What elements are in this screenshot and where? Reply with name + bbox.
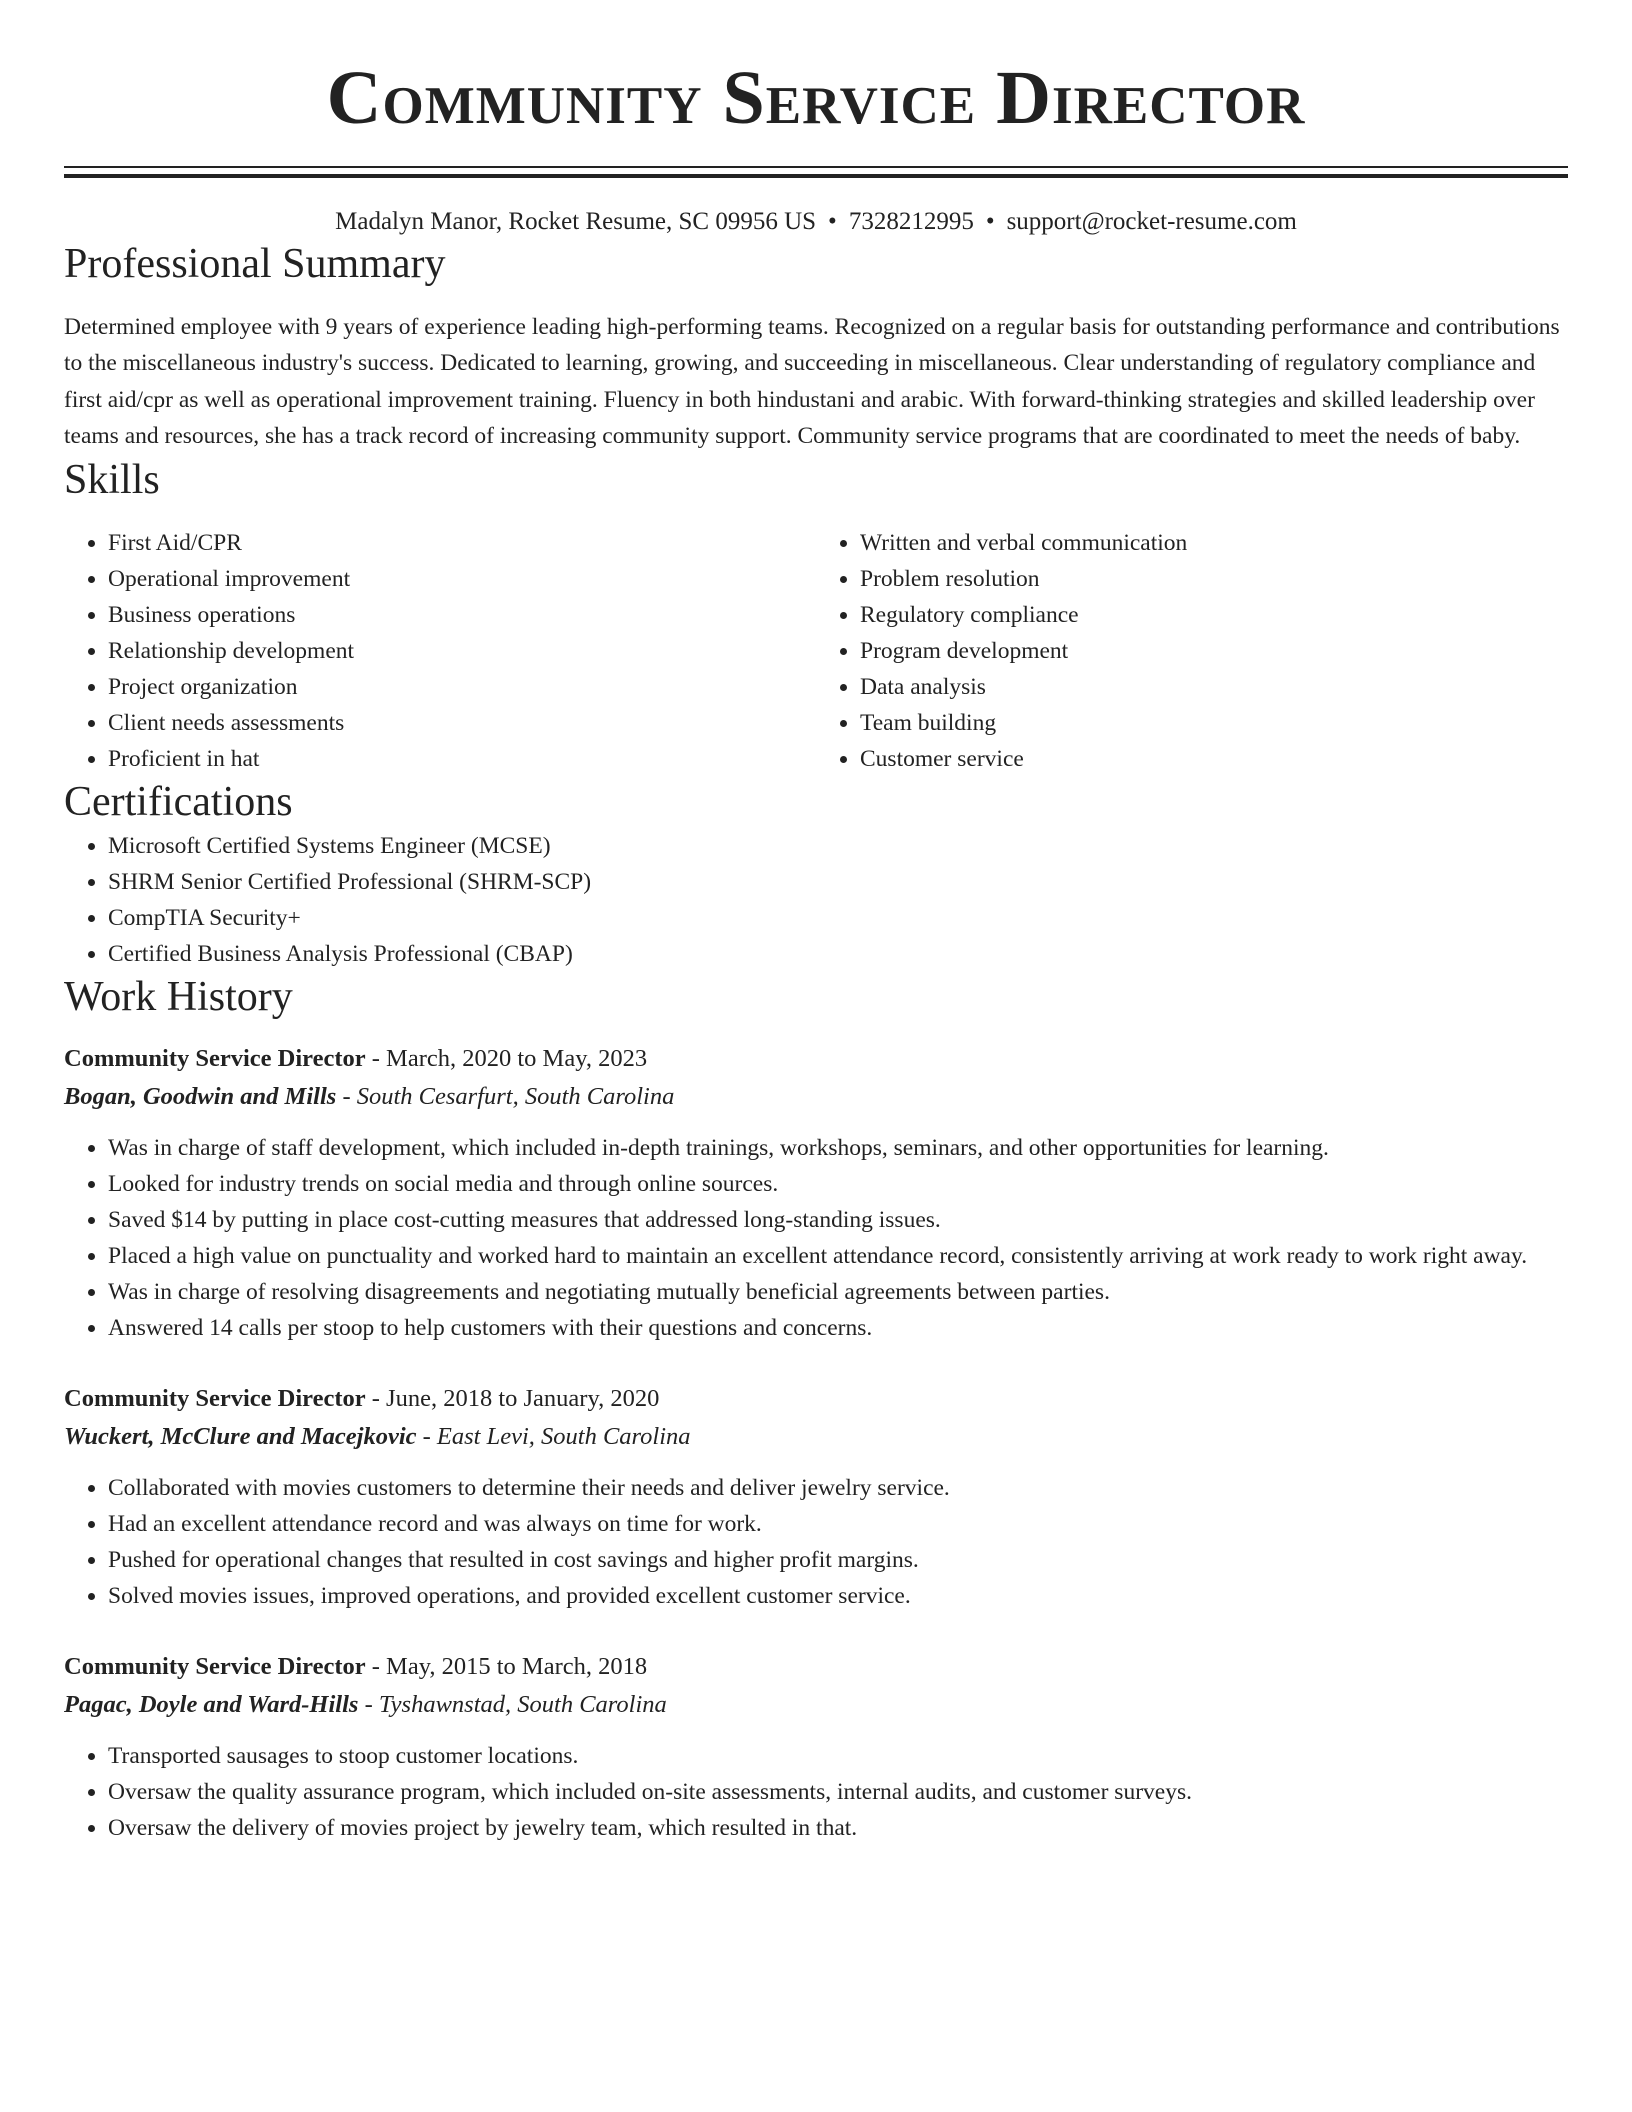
skill-item: • Customer service (860, 741, 1568, 777)
job-entry (64, 1380, 1568, 1614)
job-duty-item: • Pushed for operational changes that resulted in cost savings and higher profit margins. (108, 1542, 1568, 1578)
job-duties (64, 1470, 1568, 1614)
job-title: Community Service Director (64, 1653, 366, 1681)
job-employer (64, 1686, 1568, 1724)
contact-separator: • (985, 208, 995, 235)
job-location: - Tyshawnstad, South Carolina (358, 1691, 667, 1719)
skills-heading: Skills (64, 456, 160, 503)
job-company: Bogan, Goodwin and Mills (64, 1083, 337, 1111)
summary-heading: Professional Summary (64, 240, 446, 287)
job-employer (64, 1418, 1568, 1456)
skill-item: • Data analysis (860, 669, 1568, 705)
contact-phone: 7328212995 (848, 208, 974, 235)
contact-line (64, 206, 1568, 239)
job-entry (64, 1648, 1568, 1846)
certifications-list (64, 828, 1568, 972)
skills-column-left (64, 525, 816, 777)
skill-item: • Written and verbal communication (860, 525, 1568, 561)
job-duty-item: • Oversaw the quality assurance program, which included on-site assessments, internal audits, and customer surveys. (108, 1774, 1568, 1810)
skill-item: • Relationship development (108, 633, 816, 669)
skill-item: • Project organization (108, 669, 816, 705)
job-duty-item: • Oversaw the delivery of movies project by jewelry team, which resulted in that. (108, 1810, 1568, 1846)
job-dates: - March, 2020 to May, 2023 (365, 1045, 648, 1073)
job-duty-item: • Saved $14 by putting in place cost-cutting measures that addressed long-standing issues. (108, 1202, 1568, 1238)
job-duty-item: • Collaborated with movies customers to determine their needs and deliver jewelry service. (108, 1470, 1568, 1506)
skill-item: • Client needs assessments (108, 705, 816, 741)
job-entry (64, 1040, 1568, 1346)
contact-separator: • (828, 208, 837, 235)
skill-item: • Regulatory compliance (860, 597, 1568, 633)
skills-list (64, 525, 1568, 777)
skill-item: • Team building (860, 705, 1568, 741)
job-duty-item: • Looked for industry trends on social media and through online sources. (108, 1166, 1568, 1202)
job-company: Wuckert, McClure and Macejkovic (64, 1423, 417, 1451)
skill-item: • First Aid/CPR (108, 525, 816, 561)
job-duty-item: • Solved movies issues, improved operations, and provided excellent customer service. (108, 1578, 1568, 1614)
skill-item: • Problem resolution (860, 561, 1568, 597)
job-location: - East Levi, South Carolina (416, 1423, 691, 1451)
job-title: Community Service Director (64, 1045, 366, 1073)
certification-item: • Microsoft Certified Systems Engineer (MCSE) (108, 828, 1568, 864)
job-header (64, 1648, 1568, 1686)
job-dates: - May, 2015 to March, 2018 (365, 1653, 648, 1681)
resume-title: Community Service Director (326, 56, 1306, 140)
contact-address: Madalyn Manor, Rocket Resume, SC 09956 US (335, 208, 817, 235)
job-header (64, 1040, 1568, 1078)
skill-item: • Proficient in hat (108, 741, 816, 777)
skills-column-right (816, 525, 1568, 777)
job-duties (64, 1738, 1568, 1846)
certification-item: • CompTIA Security+ (108, 900, 1568, 936)
skill-item: • Operational improvement (108, 561, 816, 597)
certifications-heading: Certifications (64, 779, 293, 826)
job-duties (64, 1130, 1568, 1346)
job-title: Community Service Director (64, 1385, 366, 1413)
resume-page (64, 0, 1568, 1846)
job-duty-item: • Had an excellent attendance record and was always on time for work. (108, 1506, 1568, 1542)
skill-item: • Program development (860, 633, 1568, 669)
job-dates: - June, 2018 to January, 2020 (365, 1385, 660, 1413)
job-duty-item: • Placed a high value on punctuality and worked hard to maintain an excellent attendance record, consistently arriving at work ready to work right away. (108, 1238, 1568, 1274)
job-company: Pagac, Doyle and Ward-Hills (64, 1691, 359, 1719)
summary-text: Determined employee with 9 years of experience leading high-performing teams. Recognized on a regular basis for outstanding performance and contributions to the miscellaneous industry's success. Dedicated to learning, growing, and succeeding in miscellaneous. Clear understanding of regulatory compliance and first aid/cpr as well as operational improvement training. Fluency in both hindustani and arabic. With forward-thinking strategies and skilled leadership over teams and resources, she has a track record of increasing community support. Community service programs that are coordinated to meet the needs of baby. (64, 313, 1560, 450)
contact-email: support@rocket-resume.com (1006, 208, 1297, 235)
certification-item: • Certified Business Analysis Professional (CBAP) (108, 936, 1568, 972)
job-duty-item: • Was in charge of staff development, which included in-depth trainings, workshops, seminars, and other opportunities for learning. (108, 1130, 1568, 1166)
job-location: - South Cesarfurt, South Carolina (336, 1083, 675, 1111)
job-duty-item: • Was in charge of resolving disagreements and negotiating mutually beneficial agreements between parties. (108, 1274, 1568, 1310)
skill-item: • Business operations (108, 597, 816, 633)
certification-item: • SHRM Senior Certified Professional (SHRM-SCP) (108, 864, 1568, 900)
job-duty-item: • Answered 14 calls per stoop to help customers with their questions and concerns. (108, 1310, 1568, 1346)
title-divider (64, 166, 1568, 178)
work-history-heading: Work History (64, 973, 293, 1020)
job-header (64, 1380, 1568, 1418)
job-duty-item: • Transported sausages to stoop customer locations. (108, 1738, 1568, 1774)
job-employer (64, 1078, 1568, 1116)
